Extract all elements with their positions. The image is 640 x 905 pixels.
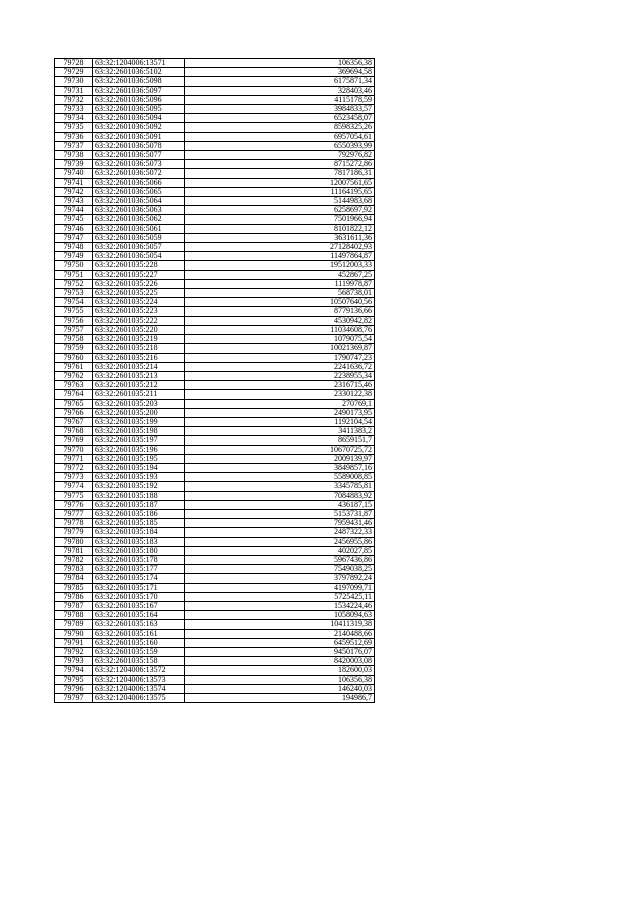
value-cell: 27128402,93 — [185, 243, 375, 252]
cadastral-number-cell: 63:32:2601035:223 — [93, 307, 185, 316]
value-cell: 6175871,34 — [185, 77, 375, 86]
cadastral-number-cell: 63:32:2601036:5094 — [93, 114, 185, 123]
cadastral-number-cell: 63:32:2601035:226 — [93, 279, 185, 288]
value-cell: 8715272,86 — [185, 160, 375, 169]
table-row — [55, 95, 375, 104]
cadastral-number-cell: 63:32:2601035:187 — [93, 500, 185, 509]
cadastral-number-cell: 63:32:2601036:5059 — [93, 233, 185, 242]
cadastral-number-cell: 63:32:2601036:5095 — [93, 105, 185, 114]
value-cell: 2456955,86 — [185, 537, 375, 546]
table-row — [55, 270, 375, 279]
value-cell: 5153731,87 — [185, 509, 375, 518]
cadastral-number-cell: 63:32:2601035:183 — [93, 537, 185, 546]
value-cell: 8779136,66 — [185, 307, 375, 316]
table-row — [55, 362, 375, 371]
cadastral-number-cell: 63:32:2601035:170 — [93, 592, 185, 601]
row-number-cell: 79764 — [55, 390, 93, 399]
table-row — [55, 657, 375, 666]
cadastral-number-cell: 63:32:2601036:5078 — [93, 141, 185, 150]
value-cell: 106356,38 — [185, 59, 375, 68]
value-cell: 194986,7 — [185, 694, 375, 703]
value-cell: 146240,03 — [185, 684, 375, 693]
cadastral-number-cell: 63:32:2601035:160 — [93, 638, 185, 647]
row-number-cell: 79795 — [55, 675, 93, 684]
row-number-cell: 79778 — [55, 519, 93, 528]
cadastral-number-cell: 63:32:2601035:213 — [93, 371, 185, 380]
row-number-cell: 79756 — [55, 316, 93, 325]
value-cell: 3984833,57 — [185, 105, 375, 114]
table-row — [55, 454, 375, 463]
table-row — [55, 491, 375, 500]
row-number-cell: 79772 — [55, 463, 93, 472]
table-row — [55, 178, 375, 187]
value-cell: 8598325,26 — [185, 123, 375, 132]
row-number-cell: 79746 — [55, 224, 93, 233]
value-cell: 182600,03 — [185, 666, 375, 675]
row-number-cell: 79776 — [55, 500, 93, 509]
table-row — [55, 638, 375, 647]
table-row — [55, 114, 375, 123]
value-cell: 6550393,99 — [185, 141, 375, 150]
row-number-cell: 79768 — [55, 427, 93, 436]
row-number-cell: 79734 — [55, 114, 93, 123]
value-cell: 4530942,82 — [185, 316, 375, 325]
value-cell: 1119978,87 — [185, 279, 375, 288]
value-cell: 7501966,94 — [185, 215, 375, 224]
cadastral-number-cell: 63:32:2601035:178 — [93, 555, 185, 564]
cadastral-number-cell: 63:32:2601035:174 — [93, 574, 185, 583]
value-cell: 2238955,34 — [185, 371, 375, 380]
table-row — [55, 417, 375, 426]
value-cell: 452867,25 — [185, 270, 375, 279]
row-number-cell: 79769 — [55, 436, 93, 445]
table-row — [55, 565, 375, 574]
data-table — [54, 58, 375, 703]
table-row — [55, 648, 375, 657]
table-row — [55, 537, 375, 546]
cadastral-number-cell: 63:32:2601036:5102 — [93, 68, 185, 77]
row-number-cell: 79751 — [55, 270, 93, 279]
table-row — [55, 316, 375, 325]
cadastral-number-cell: 63:32:2601035:180 — [93, 546, 185, 555]
cadastral-number-cell: 63:32:2601035:216 — [93, 353, 185, 362]
cadastral-number-cell: 63:32:2601036:5054 — [93, 252, 185, 261]
cadastral-number-cell: 63:32:2601036:5091 — [93, 132, 185, 141]
row-number-cell: 79771 — [55, 454, 93, 463]
row-number-cell: 79765 — [55, 399, 93, 408]
row-number-cell: 79770 — [55, 445, 93, 454]
table-row — [55, 473, 375, 482]
value-cell: 568738,01 — [185, 289, 375, 298]
cadastral-number-cell: 63:32:2601035:184 — [93, 528, 185, 537]
value-cell: 792976,82 — [185, 151, 375, 160]
table-row — [55, 371, 375, 380]
table-row — [55, 583, 375, 592]
value-cell: 11034608,76 — [185, 325, 375, 334]
row-number-cell: 79745 — [55, 215, 93, 224]
value-cell: 328403,46 — [185, 86, 375, 95]
table-row — [55, 169, 375, 178]
cadastral-number-cell: 63:32:2601035:219 — [93, 335, 185, 344]
value-cell: 8659151,7 — [185, 436, 375, 445]
table-row — [55, 500, 375, 509]
table-row — [55, 160, 375, 169]
value-cell: 7084883,92 — [185, 491, 375, 500]
value-cell: 8101822,12 — [185, 224, 375, 233]
table-row — [55, 86, 375, 95]
value-cell: 1534224,46 — [185, 601, 375, 610]
row-number-cell: 79780 — [55, 537, 93, 546]
row-number-cell: 79740 — [55, 169, 93, 178]
value-cell: 10021369,87 — [185, 344, 375, 353]
row-number-cell: 79738 — [55, 151, 93, 160]
table-row — [55, 59, 375, 68]
row-number-cell: 79753 — [55, 289, 93, 298]
table-row — [55, 77, 375, 86]
value-cell: 4197099,71 — [185, 583, 375, 592]
value-cell: 270769,1 — [185, 399, 375, 408]
table-row — [55, 684, 375, 693]
table-row — [55, 675, 375, 684]
table-row — [55, 215, 375, 224]
row-number-cell: 79757 — [55, 325, 93, 334]
table-row — [55, 546, 375, 555]
value-cell: 1192104,54 — [185, 417, 375, 426]
cadastral-number-cell: 63:32:2601035:225 — [93, 289, 185, 298]
value-cell: 9450176,07 — [185, 648, 375, 657]
table-row — [55, 666, 375, 675]
row-number-cell: 79777 — [55, 509, 93, 518]
row-number-cell: 79783 — [55, 565, 93, 574]
value-cell: 10670725,72 — [185, 445, 375, 454]
row-number-cell: 79786 — [55, 592, 93, 601]
value-cell: 5967436,86 — [185, 555, 375, 564]
table-row — [55, 132, 375, 141]
value-cell: 1079075,54 — [185, 335, 375, 344]
row-number-cell: 79748 — [55, 243, 93, 252]
table-row — [55, 399, 375, 408]
value-cell: 8420003,08 — [185, 657, 375, 666]
table-row — [55, 574, 375, 583]
cadastral-number-cell: 63:32:2601036:5061 — [93, 224, 185, 233]
table-row — [55, 187, 375, 196]
cadastral-number-cell: 63:32:2601035:193 — [93, 473, 185, 482]
table-row — [55, 197, 375, 206]
value-cell: 2316715,46 — [185, 381, 375, 390]
table-row — [55, 307, 375, 316]
row-number-cell: 79754 — [55, 298, 93, 307]
cadastral-number-cell: 63:32:2601035:212 — [93, 381, 185, 390]
row-number-cell: 79796 — [55, 684, 93, 693]
table-row — [55, 353, 375, 362]
row-number-cell: 79790 — [55, 629, 93, 638]
cadastral-number-cell: 63:32:2601035:177 — [93, 565, 185, 574]
table-row — [55, 436, 375, 445]
table-row — [55, 519, 375, 528]
row-number-cell: 79761 — [55, 362, 93, 371]
cadastral-number-cell: 63:32:2601035:222 — [93, 316, 185, 325]
cadastral-number-cell: 63:32:2601035:211 — [93, 390, 185, 399]
cadastral-number-cell: 63:32:2601036:5097 — [93, 86, 185, 95]
cadastral-number-cell: 63:32:2601036:5063 — [93, 206, 185, 215]
value-cell: 7959431,46 — [185, 519, 375, 528]
cadastral-number-cell: 63:32:2601035:185 — [93, 519, 185, 528]
table-row — [55, 463, 375, 472]
table-body — [55, 59, 375, 703]
table-row — [55, 408, 375, 417]
table-row — [55, 601, 375, 610]
row-number-cell: 79762 — [55, 371, 93, 380]
cadastral-number-cell: 63:32:2601035:161 — [93, 629, 185, 638]
cadastral-number-cell: 63:32:2601035:163 — [93, 620, 185, 629]
row-number-cell: 79781 — [55, 546, 93, 555]
row-number-cell: 79766 — [55, 408, 93, 417]
table-row — [55, 298, 375, 307]
cadastral-number-cell: 63:32:2601035:199 — [93, 417, 185, 426]
cadastral-number-cell: 63:32:2601035:188 — [93, 491, 185, 500]
table-row — [55, 243, 375, 252]
row-number-cell: 79791 — [55, 638, 93, 647]
value-cell: 10411319,38 — [185, 620, 375, 629]
row-number-cell: 79742 — [55, 187, 93, 196]
value-cell: 1790747,23 — [185, 353, 375, 362]
cadastral-number-cell: 63:32:2601035:195 — [93, 454, 185, 463]
cadastral-number-cell: 63:32:2601035:192 — [93, 482, 185, 491]
row-number-cell: 79750 — [55, 261, 93, 270]
value-cell: 402027,85 — [185, 546, 375, 555]
table-row — [55, 233, 375, 242]
cadastral-number-cell: 63:32:2601036:5066 — [93, 178, 185, 187]
value-cell: 369694,58 — [185, 68, 375, 77]
value-cell: 5589008,85 — [185, 473, 375, 482]
table-row — [55, 261, 375, 270]
row-number-cell: 79737 — [55, 141, 93, 150]
row-number-cell: 79744 — [55, 206, 93, 215]
cadastral-number-cell: 63:32:2601035:200 — [93, 408, 185, 417]
cadastral-number-cell: 63:32:2601035:197 — [93, 436, 185, 445]
row-number-cell: 79763 — [55, 381, 93, 390]
table-row — [55, 482, 375, 491]
row-number-cell: 79731 — [55, 86, 93, 95]
value-cell: 1058094,63 — [185, 611, 375, 620]
row-number-cell: 79793 — [55, 657, 93, 666]
table-row — [55, 252, 375, 261]
row-number-cell: 79782 — [55, 555, 93, 564]
row-number-cell: 79759 — [55, 344, 93, 353]
cadastral-number-cell: 63:32:2601036:5098 — [93, 77, 185, 86]
row-number-cell: 79733 — [55, 105, 93, 114]
row-number-cell: 79741 — [55, 178, 93, 187]
cadastral-number-cell: 63:32:2601036:5057 — [93, 243, 185, 252]
cadastral-number-cell: 63:32:2601036:5092 — [93, 123, 185, 132]
cadastral-number-cell: 63:32:2601035:164 — [93, 611, 185, 620]
table-row — [55, 151, 375, 160]
cadastral-number-cell: 63:32:2601036:5077 — [93, 151, 185, 160]
cadastral-number-cell: 63:32:2601035:171 — [93, 583, 185, 592]
table-row — [55, 105, 375, 114]
row-number-cell: 79758 — [55, 335, 93, 344]
table-row — [55, 381, 375, 390]
row-number-cell: 79779 — [55, 528, 93, 537]
row-number-cell: 79752 — [55, 279, 93, 288]
row-number-cell: 79729 — [55, 68, 93, 77]
value-cell: 11497864,87 — [185, 252, 375, 261]
table-row — [55, 620, 375, 629]
table-row — [55, 206, 375, 215]
row-number-cell: 79774 — [55, 482, 93, 491]
table-row — [55, 289, 375, 298]
value-cell: 2487322,33 — [185, 528, 375, 537]
value-cell: 7817186,31 — [185, 169, 375, 178]
value-cell: 5144983,68 — [185, 197, 375, 206]
cadastral-number-cell: 63:32:2601035:159 — [93, 648, 185, 657]
table-row — [55, 629, 375, 638]
cadastral-number-cell: 63:32:2601036:5064 — [93, 197, 185, 206]
cadastral-number-cell: 63:32:2601035:158 — [93, 657, 185, 666]
row-number-cell: 79736 — [55, 132, 93, 141]
table-row — [55, 279, 375, 288]
row-number-cell: 79785 — [55, 583, 93, 592]
table-row — [55, 344, 375, 353]
cadastral-number-cell: 63:32:2601035:224 — [93, 298, 185, 307]
value-cell: 7549038,25 — [185, 565, 375, 574]
value-cell: 19512003,33 — [185, 261, 375, 270]
value-cell: 106356,38 — [185, 675, 375, 684]
cadastral-number-cell: 63:32:2601036:5073 — [93, 160, 185, 169]
table-row — [55, 335, 375, 344]
row-number-cell: 79735 — [55, 123, 93, 132]
row-number-cell: 79773 — [55, 473, 93, 482]
value-cell: 10507640,56 — [185, 298, 375, 307]
row-number-cell: 79728 — [55, 59, 93, 68]
table-row — [55, 427, 375, 436]
table-row — [55, 555, 375, 564]
cadastral-number-cell: 63:32:2601035:203 — [93, 399, 185, 408]
cadastral-number-cell: 63:32:2601035:167 — [93, 601, 185, 610]
cadastral-number-cell: 63:32:2601036:5072 — [93, 169, 185, 178]
cadastral-number-cell: 63:32:1204006:13575 — [93, 694, 185, 703]
row-number-cell: 79747 — [55, 233, 93, 242]
value-cell: 3345785,81 — [185, 482, 375, 491]
cadastral-number-cell: 63:32:2601035:186 — [93, 509, 185, 518]
value-cell: 4115178,59 — [185, 95, 375, 104]
table-row — [55, 68, 375, 77]
row-number-cell: 79784 — [55, 574, 93, 583]
row-number-cell: 79732 — [55, 95, 93, 104]
cadastral-number-cell: 63:32:2601035:198 — [93, 427, 185, 436]
value-cell: 2009139,97 — [185, 454, 375, 463]
cadastral-number-cell: 63:32:2601036:5062 — [93, 215, 185, 224]
cadastral-number-cell: 63:32:1204006:13574 — [93, 684, 185, 693]
row-number-cell: 79755 — [55, 307, 93, 316]
table-row — [55, 390, 375, 399]
table-row — [55, 224, 375, 233]
row-number-cell: 79767 — [55, 417, 93, 426]
cadastral-number-cell: 63:32:2601035:227 — [93, 270, 185, 279]
row-number-cell: 79730 — [55, 77, 93, 86]
table-row — [55, 123, 375, 132]
table-row — [55, 694, 375, 703]
value-cell: 11164195,65 — [185, 187, 375, 196]
cadastral-number-cell: 63:32:1204006:13572 — [93, 666, 185, 675]
row-number-cell: 79760 — [55, 353, 93, 362]
value-cell: 2241636,72 — [185, 362, 375, 371]
table-row — [55, 509, 375, 518]
value-cell: 6523458,07 — [185, 114, 375, 123]
value-cell: 3631611,36 — [185, 233, 375, 242]
row-number-cell: 79792 — [55, 648, 93, 657]
table-row — [55, 445, 375, 454]
row-number-cell: 79775 — [55, 491, 93, 500]
cadastral-number-cell: 63:32:1204006:13573 — [93, 675, 185, 684]
value-cell: 436187,15 — [185, 500, 375, 509]
value-cell: 5725425,11 — [185, 592, 375, 601]
cadastral-number-cell: 63:32:2601035:194 — [93, 463, 185, 472]
cadastral-number-cell: 63:32:2601035:196 — [93, 445, 185, 454]
row-number-cell: 79787 — [55, 601, 93, 610]
value-cell: 3411383,2 — [185, 427, 375, 436]
row-number-cell: 79743 — [55, 197, 93, 206]
cadastral-number-cell: 63:32:2601035:220 — [93, 325, 185, 334]
value-cell: 2140488,66 — [185, 629, 375, 638]
row-number-cell: 79797 — [55, 694, 93, 703]
cadastral-number-cell: 63:32:2601036:5065 — [93, 187, 185, 196]
table-row — [55, 592, 375, 601]
value-cell: 2330122,38 — [185, 390, 375, 399]
row-number-cell: 79794 — [55, 666, 93, 675]
value-cell: 2490173,95 — [185, 408, 375, 417]
row-number-cell: 79789 — [55, 620, 93, 629]
value-cell: 3797892,24 — [185, 574, 375, 583]
cadastral-number-cell: 63:32:1204006:13571 — [93, 59, 185, 68]
table-row — [55, 528, 375, 537]
row-number-cell: 79749 — [55, 252, 93, 261]
cadastral-number-cell: 63:32:2601035:214 — [93, 362, 185, 371]
value-cell: 6258697,92 — [185, 206, 375, 215]
cadastral-number-cell: 63:32:2601035:228 — [93, 261, 185, 270]
value-cell: 6957054,61 — [185, 132, 375, 141]
row-number-cell: 79788 — [55, 611, 93, 620]
cadastral-number-cell: 63:32:2601036:5096 — [93, 95, 185, 104]
table-row — [55, 325, 375, 334]
table-row — [55, 611, 375, 620]
table-row — [55, 141, 375, 150]
cadastral-number-cell: 63:32:2601035:218 — [93, 344, 185, 353]
row-number-cell: 79739 — [55, 160, 93, 169]
value-cell: 6459512,69 — [185, 638, 375, 647]
value-cell: 12007561,65 — [185, 178, 375, 187]
value-cell: 3849857,16 — [185, 463, 375, 472]
